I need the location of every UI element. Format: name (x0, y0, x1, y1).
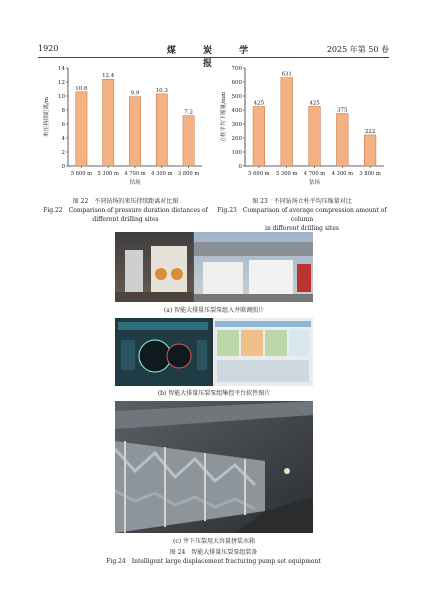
page-number: 1920 (38, 44, 59, 53)
y-axis-label: 来压持续距离/m (44, 96, 50, 138)
fig22-caption (38, 197, 213, 224)
y-tick-label: 700 (231, 66, 242, 72)
data-label: 425 (309, 100, 320, 107)
fig22-caption-cn: 图 22 不同钻场的来压持续距离对比图 (72, 198, 179, 205)
subcaption-c: (c) 井下压裂用大容量拼装水箱 (173, 538, 255, 545)
x-tick-label: 5 300 m (97, 171, 119, 177)
bar (364, 135, 376, 166)
y-tick-label: 6 (61, 122, 65, 128)
x-tick-label: 4 300 m (151, 171, 173, 177)
data-label: 375 (337, 107, 348, 114)
y-tick-label: 12 (58, 80, 65, 86)
data-label: 7.2 (184, 109, 193, 116)
bar (309, 107, 321, 167)
x-tick-label: 5 600 m (70, 171, 93, 177)
x-tick-label: 4 300 m (331, 171, 354, 177)
y-tick-label: 0 (61, 164, 65, 170)
y-tick-label: 200 (231, 136, 242, 142)
bar (183, 116, 194, 166)
data-label: 9.9 (130, 90, 140, 97)
y-tick-label: 2 (61, 150, 65, 156)
fig23-caption (213, 197, 391, 233)
bar (129, 97, 140, 166)
bar (156, 94, 167, 166)
bar (103, 79, 114, 166)
photo-pump-set-well-test (115, 232, 313, 302)
chart-pressure-duration (38, 62, 208, 192)
data-label: 12.4 (102, 73, 115, 80)
y-tick-label: 10 (58, 94, 65, 100)
fig24-caption (38, 548, 389, 566)
x-tick-label: 4 700 m (303, 171, 326, 177)
fig24-caption-en: Fig.24 Intelligent large displacement fracturing pump set equipment (106, 558, 321, 565)
x-tick-label: 5 300 m (275, 171, 298, 177)
header-rule (38, 57, 389, 58)
bar (253, 107, 265, 167)
volume-info: 2025 年第 50 卷 (326, 45, 389, 54)
y-tick-label: 300 (231, 122, 242, 128)
x-tick-label: 3 800 m (177, 171, 200, 177)
bar (76, 92, 87, 166)
fig23-caption-en-2: in different drilling sites (265, 225, 339, 232)
y-tick-label: 14 (58, 66, 65, 72)
y-tick-label: 8 (61, 108, 65, 114)
y-tick-label: 100 (231, 150, 242, 156)
fig22-caption-en-1: Fig.22 Comparison of pressure duration distances of (43, 207, 208, 214)
data-label: 10.3 (155, 87, 168, 94)
data-label: 631 (281, 71, 292, 78)
subcaption-b: (b) 智能大排量压裂泵组集控平台软件图片 (157, 390, 271, 397)
y-tick-label: 500 (231, 94, 242, 100)
data-label: 10.6 (75, 85, 88, 92)
fig23-caption-en-1: Fig.23 Comparison of average compression amount of column (217, 207, 387, 223)
x-tick-label: 3 800 m (359, 171, 381, 177)
subcaption-a: (a) 智能大排量压裂泵组入井联调照片 (163, 307, 265, 314)
chart-column-compression (215, 62, 390, 192)
data-label: 425 (253, 100, 265, 107)
y-tick-label: 400 (231, 108, 242, 114)
x-axis-label: 钻场 (308, 180, 321, 186)
fig24-caption-cn: 图 24 智能大排量压裂泵组装备 (169, 549, 258, 556)
x-axis-label: 钻场 (129, 180, 141, 186)
fig23-caption-cn: 图 23 不同钻场立柱平均压缩量对比 (252, 198, 352, 205)
y-axis-label: 立柱平均下缩量/mm (221, 91, 227, 143)
y-tick-label: 0 (238, 164, 242, 170)
photo-control-software (115, 318, 313, 386)
x-tick-label: 4 700 m (124, 171, 146, 177)
photo-water-tank (115, 401, 313, 533)
x-tick-label: 5 600 m (248, 171, 270, 177)
journal-title: 煤 炭 学 报 (166, 46, 261, 69)
y-tick-label: 4 (61, 136, 65, 142)
fig22-caption-en-2: different drilling sites (92, 216, 159, 223)
bar (336, 114, 348, 167)
bar (281, 78, 293, 166)
y-tick-label: 600 (231, 80, 242, 86)
data-label: 222 (364, 128, 376, 135)
